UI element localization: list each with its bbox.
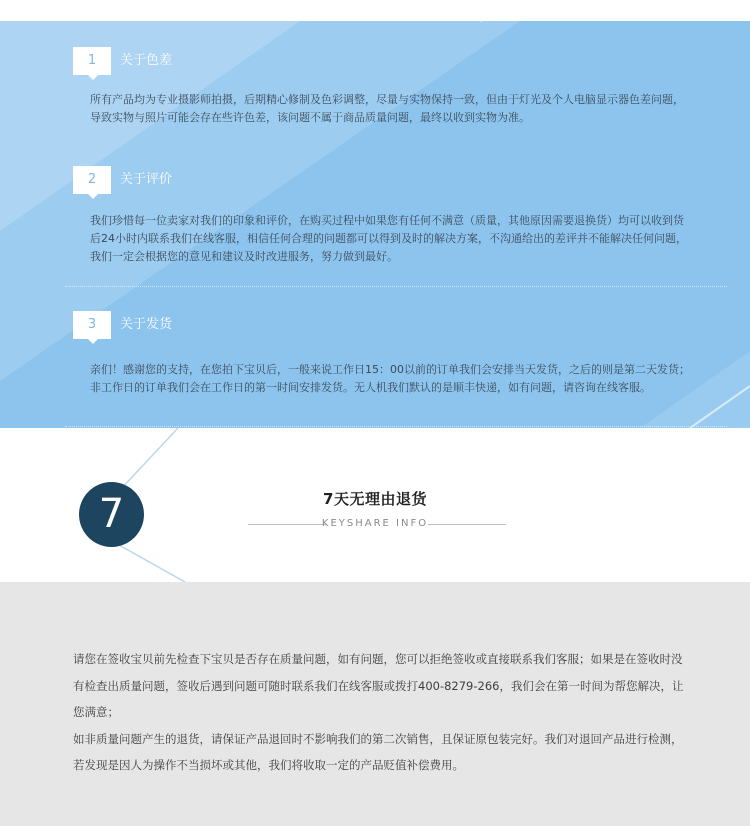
return-policy-body <box>0 582 750 826</box>
notice-number-badge: 3 <box>73 311 111 339</box>
notice-body: 我们珍惜每一位卖家对我们的印象和评价，在购买过程中如果您有任何不满意（质量，其他原因需要退换货）均可以收到货后24小时内联系我们在线客服，相信任何合理的问题都可以得到及时的解决方案，不沟通给出的差评并不能解决任何问题，我们一定会根据您的意见和建议及时改进服务，努力做到最好。 <box>90 214 687 263</box>
notice-number-badge: 2 <box>73 166 111 194</box>
notice-number-badge: 1 <box>73 47 111 75</box>
notice-title: 关于色差 <box>120 53 173 68</box>
dotted-divider <box>65 286 727 287</box>
dotted-divider <box>65 426 727 427</box>
notice-body: 所有产品均为专业摄影师拍摄，后期精心修制及色彩调整，尽量与实物保持一致，但由于灯光及个人电脑显示器色差问题，导致实物与照片可能会存在些许色差，该问题不属于商品质量问题，最终以收到实物为准。 <box>90 93 684 124</box>
section-subtitle: KEYSHARE INFO <box>321 518 429 529</box>
policy-paragraph: 请您在签收宝贝前先检查下宝贝是否存在质量问题，如有问题，您可以拒绝签收或直接联系我们客服；如果是在签收时没有检查出质量问题，签收后遇到问题可随时联系我们在线客服或拨打400-8279-266，我们会在第一时间为帮您解决，让您满意； <box>73 652 684 719</box>
notice-title: 关于评价 <box>120 172 173 187</box>
notice-title: 关于发货 <box>120 317 173 332</box>
policy-text <box>73 646 687 779</box>
seven-day-badge: 7 <box>79 482 144 547</box>
notice-body: 亲们！感谢您的支持，在您拍下宝贝后，一般来说工作日15：00以前的订单我们会安排当天发货，之后的则是第二天发货；非工作日的订单我们会在工作日的第一时间安排发货。无人机我们默认的是顺丰快递，如有问题，请咨询在线客服。 <box>90 363 690 394</box>
subtitle-line-right <box>428 524 506 525</box>
section-title: 7天无理由退货 <box>323 490 427 508</box>
notice-section <box>0 21 750 428</box>
return-policy-header <box>0 428 750 582</box>
policy-paragraph: 如非质量问题产生的退货，请保证产品退回时不影响我们的第二次销售，且保证原包装完好。我们对退回产品进行检测，若发现是因人为操作不当损坏或其他，我们将收取一定的产品贬值补偿费用。 <box>73 731 683 772</box>
